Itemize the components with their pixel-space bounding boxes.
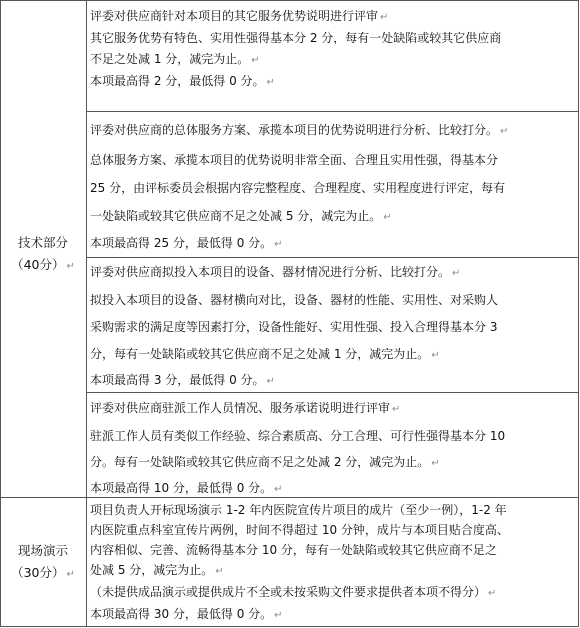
paragraph-mark-icon: ↵	[431, 350, 440, 361]
text-line: 分，每有一处缺陷或较其它供应商不足之处减 1 分，减完为止。	[90, 347, 430, 361]
category-tech-points: （40分）	[11, 257, 65, 272]
paragraph-mark-icon: ↵	[215, 566, 224, 577]
text-line: 评委对供应商拟投入本项目的设备、器材情况进行分析、比较打分。	[90, 265, 451, 279]
text-line: 评委对供应商的总体服务方案、承揽本项目的优势说明进行分析、比较打分。	[90, 123, 499, 137]
text-line: 拟投入本项目的设备、器材横向对比，设备、器材的性能、实用性、对采购人	[90, 293, 499, 307]
text-line: 本项最高得 3 分，最低得 0 分。	[90, 373, 265, 387]
text-line: 驻派工作人员有类似工作经验、综合素质高、分工合理、可行性强得基本分 10	[90, 429, 506, 443]
text-line: 采购需求的满足度等因素打分，设备性能好、实用性强、投入合理得基本分 3	[90, 320, 498, 334]
paragraph-mark-icon: ↵	[274, 239, 283, 250]
category-demo	[0, 540, 86, 586]
tech-section-3	[90, 259, 576, 393]
text-line: 分。每有一处缺陷或较其它供应商不足之处减 2 分，减完为止。	[90, 455, 430, 469]
paragraph-mark-icon: ↵	[266, 376, 275, 387]
paragraph-mark-icon: ↵	[274, 610, 283, 621]
paragraph-mark-icon: ↵	[251, 55, 260, 66]
paragraph-mark-icon: ↵	[66, 569, 75, 580]
text-line: （未提供成品演示或提供成片不全或未按采购文件要求提供者本项不得分）	[90, 585, 487, 599]
tech-section-1	[90, 6, 576, 93]
row-divider-1	[86, 111, 579, 112]
paragraph-mark-icon: ↵	[383, 212, 392, 223]
paragraph-mark-icon: ↵	[392, 404, 401, 415]
text-line: 总体服务方案、承揽本项目的优势说明非常全面、合理且实用性强，得基本分	[90, 153, 499, 167]
text-line: 评委对供应商针对本项目的其它服务优势说明进行评审	[90, 9, 379, 23]
text-line: 评委对供应商驻派工作人员情况、服务承诺说明进行评审	[90, 401, 391, 415]
category-tech	[0, 232, 86, 278]
text-line: 不足之处减 1 分，减完为止。	[90, 52, 250, 66]
text-line: 内医院重点科室宣传片两例，时间不得超过 10 分钟，成片与本项目贴合度高、	[90, 523, 509, 537]
text-line: 本项最高得 10 分，最低得 0 分。	[90, 481, 273, 495]
border-left	[0, 0, 1, 627]
text-line: 25 分，由评标委员会根据内容完整程度、合理程度、实用程度进行评定，每有	[90, 181, 506, 195]
column-divider	[86, 0, 87, 627]
demo-section	[90, 500, 576, 626]
paragraph-mark-icon: ↵	[488, 588, 497, 599]
text-line: 其它服务优势有特色、实用性强得基本分 2 分，每有一处缺陷或较其它供应商	[90, 31, 502, 45]
category-tech-name: 技术部分	[17, 235, 68, 250]
text-line: 处减 5 分，减完为止。	[90, 563, 214, 577]
text-line: 本项最高得 2 分，最低得 0 分。	[90, 74, 265, 88]
paragraph-mark-icon: ↵	[500, 126, 509, 137]
paragraph-mark-icon: ↵	[380, 12, 389, 23]
category-demo-name: 现场演示	[17, 543, 68, 558]
paragraph-mark-icon: ↵	[266, 77, 275, 88]
tech-section-4	[90, 395, 576, 501]
paragraph-mark-icon: ↵	[274, 484, 283, 495]
tech-section-2	[90, 116, 576, 256]
border-right	[578, 0, 579, 627]
paragraph-mark-icon: ↵	[431, 458, 440, 469]
text-line: 内容相似、完善、流畅得基本分 10 分，每有一处缺陷或较其它供应商不足之	[90, 543, 497, 557]
text-line: 一处缺陷或较其它供应商不足之处减 5 分，减完为止。	[90, 209, 382, 223]
category-demo-points: （30分）	[11, 565, 65, 580]
paragraph-mark-icon: ↵	[452, 268, 461, 279]
row-divider-2	[86, 257, 579, 258]
text-line: 本项最高得 25 分，最低得 0 分。	[90, 236, 273, 250]
text-line: 本项最高得 30 分，最低得 0 分。	[90, 607, 273, 621]
text-line: 项目负责人开标现场演示 1-2 年内医院宣传片项目的成片（至少一例），1-2 年	[90, 503, 507, 517]
paragraph-mark-icon: ↵	[66, 261, 75, 272]
